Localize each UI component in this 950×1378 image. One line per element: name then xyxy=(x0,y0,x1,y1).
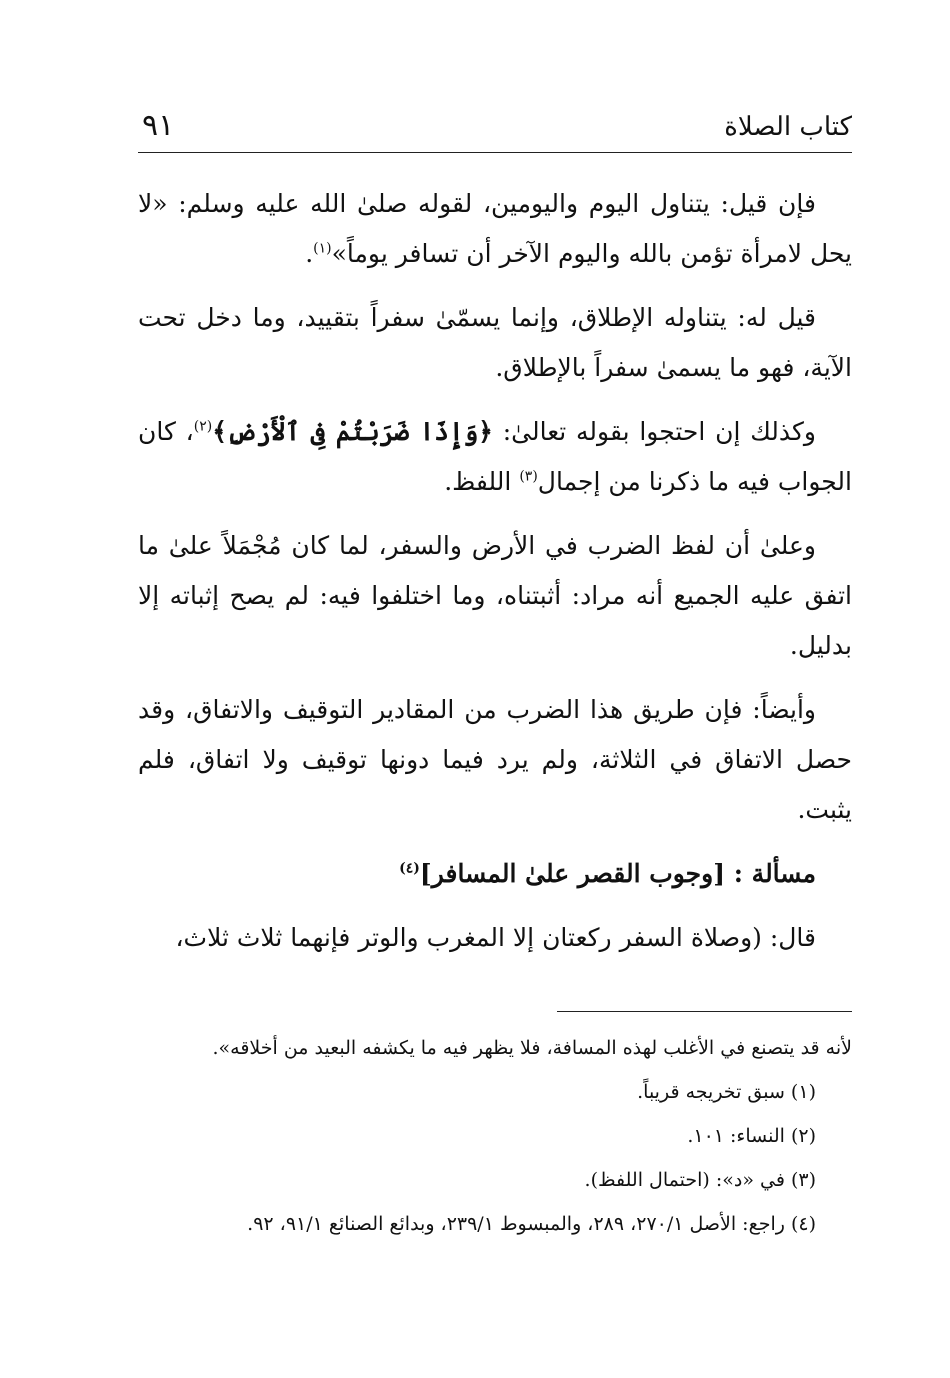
footnotes xyxy=(138,1030,852,1242)
footnote-divider xyxy=(557,1011,852,1012)
section-heading xyxy=(138,849,852,899)
paragraph-2: قيل له: يتناوله الإطلاق، وإنما يسمّىٰ سفراً بتقييد، وما دخل تحت الآية، فهو ما يسمىٰ سفراً بالإطلاق. xyxy=(138,303,852,382)
footnote-4: (٤) راجع: الأصل ٢٧٠/١، ٢٨٩، والمبسوط ٢٣٩/١، وبدائع الصنائع ٩١/١، ٩٢. xyxy=(247,1213,816,1235)
running-header xyxy=(138,100,852,153)
footnote-continuation: لأنه قد يتصنع في الأغلب لهذه المسافة، فلا يظهر فيه ما يكشفه البعيد من أخلاقه». xyxy=(212,1037,852,1059)
paragraph-5: وأيضاً: فإن طريق هذا الضرب من المقادير التوقيف والاتفاق، وقد حصل الاتفاق في الثلاثة، ولم يرد فيما دونها توقيف ولا اتفاق، فلم يثبت. xyxy=(138,695,852,824)
footnote-ref-3: (٣) xyxy=(519,468,538,485)
section-heading-text: مسألة : [وجوب القصر علىٰ المسافر] xyxy=(419,859,816,888)
footnote-ref-4: (٤) xyxy=(399,860,420,877)
footnote-2: (٢) النساء: ١٠١. xyxy=(687,1125,816,1147)
footnote-1: (١) سبق تخريجه قريباً. xyxy=(637,1081,816,1103)
footnote-3: (٣) في «د»: (احتمال اللفظ). xyxy=(584,1169,816,1191)
main-text xyxy=(138,179,852,963)
footnote-ref-1: (١) xyxy=(313,240,332,257)
page-number: ٩١ xyxy=(142,108,175,143)
paragraph-4: وعلىٰ أن لفظ الضرب في الأرض والسفر، لما كان مُجْمَلاً علىٰ ما اتفق عليه الجميع أنه مراد: أثبتناه، وما اختلفوا فيه: لم يصح إثباته إلا بدليل. xyxy=(138,531,852,660)
paragraph-text: فإن قيل: يتناول اليوم واليومين، لقوله صلىٰ الله عليه وسلم: «لا يحل لامرأة تؤمن بالله واليوم الآخر أن تسافر يوماً» xyxy=(138,189,852,268)
paragraph-text: اللفظ. xyxy=(444,467,520,496)
paragraph-text: وكذلك إن احتجوا بقوله تعالىٰ: xyxy=(492,417,816,446)
paragraph-1 xyxy=(138,179,852,279)
chapter-title: كتاب الصلاة xyxy=(724,112,852,142)
paragraph-text: ، كان الجواب فيه ما ذكرنا من إجمال xyxy=(138,417,852,496)
quran-verse: ﴿وَإِذَا ضَرَبْتُمْ فِى ٱلْأَرْضِ﴾ xyxy=(212,417,493,446)
paragraph-text: . xyxy=(305,239,314,268)
book-page xyxy=(138,100,852,1250)
closing-line: قال: (وصلاة السفر ركعتان إلا المغرب والوتر فإنهما ثلاث ثلاث، xyxy=(175,923,816,952)
paragraph-3 xyxy=(138,407,852,507)
footnote-ref-2: (٢) xyxy=(193,418,213,435)
